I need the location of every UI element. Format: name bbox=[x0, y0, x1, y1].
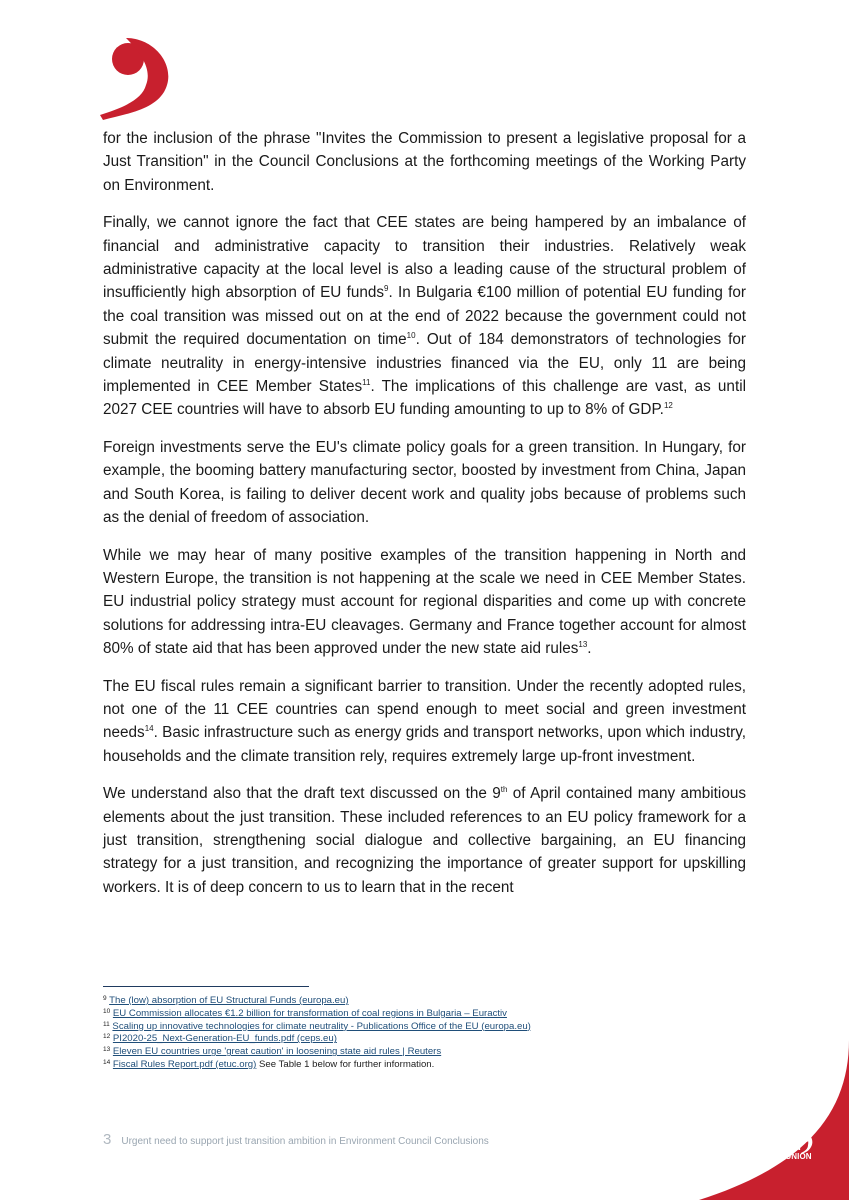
footer-title: Urgent need to support just transition ambition in Environment Council Conclusions bbox=[121, 1136, 489, 1147]
footnote-number: 11 bbox=[103, 1020, 110, 1028]
footnote-link[interactable]: Scaling up innovative technologies for climate neutrality - Publications Office of the EU (europa.eu) bbox=[112, 1020, 531, 1032]
paragraph-4 bbox=[103, 544, 746, 661]
footnote-ref[interactable]: 11 bbox=[362, 378, 371, 388]
footnote-number: 10 bbox=[103, 1007, 111, 1015]
footnote-text: See Table 1 below for further information. bbox=[256, 1058, 435, 1070]
text-run: of April contained many ambitious elements about the just transition. These included references to an EU policy framework for a just transition, strengthening social dialogue and collective bargaining, an EU financing strategy for a just transition, and recognizing the importance of greater support for upskilling workers. It is of deep concern to us to learn that in the recent bbox=[103, 785, 746, 896]
footnote-number: 12 bbox=[103, 1033, 111, 1041]
text-run: . Basic infrastructure such as energy grids and transport networks, upon which industry, households and the climate transition rely, requires extremely large up-front investment. bbox=[103, 724, 746, 765]
etuc-swirl-logo-icon bbox=[98, 30, 174, 122]
footnote-link[interactable]: Fiscal Rules Report.pdf (etuc.org) bbox=[112, 1058, 257, 1070]
footnote-item bbox=[103, 1033, 746, 1046]
footnote-ref[interactable]: 13 bbox=[578, 640, 588, 650]
footnote-link[interactable]: Eleven EU countries urge 'great caution' in loosening state aid rules | Reuters bbox=[112, 1046, 442, 1058]
text-run: . Out of 184 demonstrators of technologies for climate neutrality in energy-intensive industries financed via the EU, only 11 are being implemented in CEE Member States bbox=[103, 331, 746, 396]
text-run: Finally, we cannot ignore the fact that CEE states are being hampered by an imbalance of financial and administrative capacity to transition their industries. Relatively weak administrative capacity at the local level is also a leading cause of the structural problem of insufficiently high absorption of EU funds bbox=[103, 214, 746, 302]
footnote-ref[interactable]: 9 bbox=[384, 284, 389, 294]
footnote-separator bbox=[103, 986, 309, 987]
paragraph-1: for the inclusion of the phrase "Invites the Commission to present a legislative proposal for a Just Transition" in the Council Conclusions at the forthcoming meetings of the Working Party on Environment. bbox=[103, 130, 746, 194]
text-run: We understand also that the draft text discussed on the 9 bbox=[103, 785, 501, 803]
footnote-ref[interactable]: 14 bbox=[144, 724, 154, 734]
footnote-item bbox=[103, 995, 746, 1008]
footnote-number: 9 bbox=[103, 995, 107, 1002]
paragraph-2 bbox=[103, 211, 746, 422]
footnote-item bbox=[103, 1021, 746, 1034]
footnote-item bbox=[103, 1008, 746, 1021]
etuc-line: SYNDICAT bbox=[755, 1134, 797, 1143]
footnote-link[interactable]: The (low) absorption of EU Structural Funds (europa.eu) bbox=[109, 995, 349, 1006]
footnote-item bbox=[103, 1059, 746, 1072]
etuc-line: EUROPÉEN bbox=[755, 1143, 801, 1152]
page-footer bbox=[103, 1131, 489, 1148]
footnote-number: 13 bbox=[103, 1046, 111, 1054]
footnotes bbox=[103, 995, 746, 1072]
paragraph-6 bbox=[103, 782, 746, 899]
etuc-swirl-small-icon bbox=[801, 1133, 813, 1155]
body-text bbox=[103, 127, 746, 913]
text-run: . bbox=[587, 640, 592, 658]
paragraph-3: Foreign investments serve the EU's climate policy goals for a green transition. In Hungary, for example, the booming battery manufacturing sector, boosted by investment from China, Japan and South Korea, is failing to deliver decent work and quality jobs because of problems such as the denial of freedom of association. bbox=[103, 438, 746, 527]
footnote-link[interactable]: EU Commission allocates €1.2 billion for transformation of coal regions in Bulgaria – Euractiv bbox=[112, 1007, 507, 1019]
footnote-link[interactable]: PI2020-25_Next-Generation-EU_funds.pdf (ceps.eu) bbox=[112, 1033, 337, 1045]
footnote-item bbox=[103, 1046, 746, 1059]
footnote-ref[interactable]: 10 bbox=[406, 331, 416, 341]
paragraph-5 bbox=[103, 675, 746, 769]
text-run: . In Bulgaria €100 million of potential EU funding for the coal transition was missed out on at the end of 2022 because the government could not submit the required documentation on time bbox=[103, 284, 746, 349]
corner-decoration bbox=[699, 1040, 849, 1200]
text-run: While we may hear of many positive examples of the transition happening in North and Western Europe, the transition is not happening at the scale we need in CEE Member States. EU industrial policy strategy must account for regional disparities and come up with concrete solutions for addressing intra-EU cleavages. Germany and France together account for almost 80% of state aid that has been approved under the new state aid rules bbox=[103, 546, 746, 658]
text-run: . The implications of this challenge are vast, as until 2027 CEE countries will have to absorb EU funding amounting to up to 8% of GDP. bbox=[103, 378, 746, 419]
footnote-ref[interactable]: 12 bbox=[663, 401, 673, 411]
text-run: The EU fiscal rules remain a significant barrier to transition. Under the recently adopted rules, not one of the 11 CEE countries can spend enough to meet social and green investment needs bbox=[103, 677, 746, 742]
etuc-line: TRADE UNION bbox=[755, 1152, 812, 1161]
etuc-side-text: ETUC CES bbox=[747, 1133, 757, 1147]
page-number: 3 bbox=[103, 1131, 112, 1148]
footnote-number: 14 bbox=[103, 1058, 111, 1066]
ordinal-suffix: th bbox=[500, 785, 508, 795]
